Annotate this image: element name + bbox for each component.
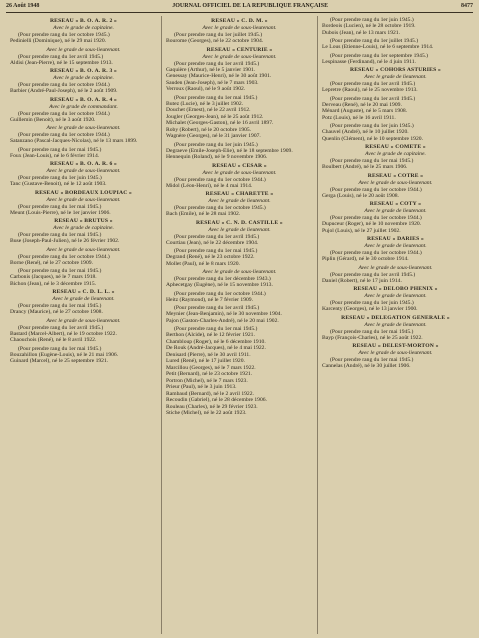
decree-block xyxy=(322,123,469,142)
rank-date-line: (Pour prendre rang du 1er octobre 1944.) xyxy=(18,132,110,138)
grade-line: Avec le grade de sous-lieutenant. xyxy=(46,168,121,174)
officer-entry: Quenlin (Clément), né le 10 septembre 1920. xyxy=(322,135,423,142)
reseau-heading: RESEAU « DELEGATION GENERALE » xyxy=(341,314,450,321)
officer-entry: Piplin (Gérard), né le 30 octobre 1914. xyxy=(322,256,409,262)
officer-entry: Boulbert (André), né le 25 mars 1906. xyxy=(322,164,408,170)
grade-line: Avec le grade de capitaine. xyxy=(53,225,114,231)
column-2 xyxy=(161,16,317,634)
reseau-heading: RESEAU « C. D. M. » xyxy=(211,18,268,24)
decree-block xyxy=(10,247,157,267)
officer-entry: Gaquière (Arthur), né le 5 janvier 1901. xyxy=(166,66,256,73)
officer-entry: Prieur (Paul), né le 3 juin 1913. xyxy=(166,384,237,390)
grade-line: Avec le grade de lieutenant. xyxy=(208,226,271,233)
officer-entry: Le Lous (Etienne-Louis), né le 6 septembre 1914. xyxy=(322,44,434,50)
officer-entry: Satanzano (Pascal-Jacques-Nicolas), né le 13 mars 1899. xyxy=(10,138,138,144)
decree-block xyxy=(166,191,313,218)
decree-block xyxy=(10,68,157,95)
officer-entry: Aldisi (Jean-Pierre), né le 15 septembre 1913. xyxy=(10,59,113,66)
decree-block xyxy=(322,17,469,36)
officer-entry: Gerga (Louis), né le 20 août 1908. xyxy=(322,192,399,199)
officer-entry: Pedinielli (Dominique), né le 29 mai 1920. xyxy=(10,38,107,44)
header-page-number: 8477 xyxy=(460,3,473,9)
officer-entry: Midol (Léon-Henri), né le 4 mai 1914. xyxy=(166,182,253,189)
officer-entry: Bordeois (Lucien), né le 28 octobre 1919. xyxy=(322,23,416,29)
officer-entry: Pujol (Louis), né le 27 juillet 1902. xyxy=(322,227,401,234)
officer-entry: Hennequin (Roland), né le 9 novembre 1906. xyxy=(166,154,268,160)
officer-entry: Barbier (André-Paul-Joseph), né le 2 août 1909. xyxy=(10,88,118,94)
officer-entry: Borne (René), né le 27 octobre 1909. xyxy=(10,259,93,266)
officer-entry: Ménard (Auguste), né le 5 mars 1908. xyxy=(322,108,408,114)
rank-date-line: (Pour prendre rang du 1er mai 1945.) xyxy=(18,232,102,238)
officer-entry: Potz (Louis), né le 16 avril 1911. xyxy=(322,114,396,121)
officer-entry: Meynier (Jean-Benjamin), né le 30 novembre 1904. xyxy=(166,311,282,317)
reseau-heading: RESEAU « B. O. A. R. 3 » xyxy=(49,68,118,74)
rank-date-line: (Pour prendre rang du 1er octobre 1944.) xyxy=(330,186,422,193)
decree-block xyxy=(322,96,469,122)
officer-entry: Bastard (Marcel-Albert), né le 19 octobre 1922. xyxy=(10,330,117,337)
grade-line: Avec le grade de sous-lieutenant. xyxy=(202,269,277,275)
officer-entry: Meunt (Louis-Pierre), né le 1er janvier 1906. xyxy=(10,209,111,216)
decree-block xyxy=(322,144,469,171)
grade-line: Avec le grade de lieutenant. xyxy=(364,321,427,328)
officer-entry: Buse (Joseph-Paul-Julien), né le 26 février 1902. xyxy=(10,238,120,244)
officer-entry: Karcenty (Georges), né le 13 janvier 1900. xyxy=(322,306,418,312)
officer-entry: Bach (Emile), né le 28 mai 1902. xyxy=(166,211,241,217)
officer-entry: Michalet (Georges-Gaston), né le 16 avril 1897. xyxy=(166,120,274,126)
rank-date-line: (Pour prendre rang du 1er avril 1945.) xyxy=(174,233,260,240)
grade-line: Avec le grade de sous-lieutenant. xyxy=(46,246,121,253)
officer-entry: Bouzahillon (Eugène-Louis), né le 21 mai 1906. xyxy=(10,351,119,358)
decree-block xyxy=(10,47,157,67)
grade-line: Avec le grade de sous-lieutenant. xyxy=(46,196,121,203)
rank-date-line: (Pour prendre rang du 1er octobre 1945.) xyxy=(18,32,110,38)
grade-line: Avec le grade de sous-lieutenant. xyxy=(358,179,433,186)
officer-entry: Pajon (Gaston-Charles-André), né le 20 mai 1902. xyxy=(166,317,279,324)
decree-block xyxy=(166,142,313,161)
reseau-heading: RESEAU « DARIES » xyxy=(366,236,425,242)
officer-entry: Berthon (Alcide), né le 12 février 1921. xyxy=(166,332,255,338)
officer-entry: Foux (Jean-Louis), né le 6 février 1914. xyxy=(10,152,100,159)
decree-block xyxy=(166,95,313,140)
officer-entry: Bourome (Georges), né le 22 octobre 1904. xyxy=(166,38,264,44)
officer-entry: Rambaud (Bernard), né le 2 avril 1922. xyxy=(166,390,254,397)
rank-date-line: (Pour prendre rang du 1er mai 1945.) xyxy=(18,268,102,274)
officer-entry: Degraeve (Emile-Joseph-Elie), né le 18 septembre 1909. xyxy=(166,147,293,154)
rank-date-line: (Pour prendre rang du 1er avril 1945.) xyxy=(330,95,416,102)
reseau-heading: RESEAU « COMETE » xyxy=(365,144,426,150)
reseau-heading: RESEAU « COTY » xyxy=(369,201,422,207)
reseau-heading: RESEAU « CHARETTE » xyxy=(205,191,274,197)
officer-entry: Degrand (René), né le 23 octobre 1922. xyxy=(166,254,255,260)
rank-date-line: (Pour prendre rang du 1er octobre 1944.) xyxy=(18,253,110,260)
rank-date-line: (Pour prendre rang du 1er mai 1945.) xyxy=(18,203,102,210)
decree-block xyxy=(322,236,469,263)
decree-block xyxy=(322,315,469,342)
rank-date-line: (Pour prendre rang du 1er juin 1945.) xyxy=(330,17,414,23)
reseau-heading: RESEAU « DELOBO PHENIX » xyxy=(353,286,438,292)
rank-date-line: (Pour prendre rang du 1er octobre 1944.) xyxy=(18,82,110,88)
grade-line: Avec le grade de lieutenant. xyxy=(364,243,427,249)
rank-date-line: (Pour prendre rang du 1er septembre 1945.) xyxy=(330,52,429,59)
officer-entry: Bichon (Jean), né le 3 décembre 1915. xyxy=(10,280,97,287)
grade-line: Avec le grade de lieutenant. xyxy=(52,296,115,302)
rank-date-line: (Pour prendre rang du 1er décembre 1943.) xyxy=(174,276,271,282)
officer-entry: Recoudin (Gabriel), né le 28 décembre 1906. xyxy=(166,397,267,403)
reseau-heading: RESEAU « B. O. A. R. 6 » xyxy=(49,161,118,167)
reseau-heading: RESEAU « COHORS ASTURIES » xyxy=(350,67,441,73)
reseau-heading: RESEAU « CENTURIE » xyxy=(206,46,273,53)
decree-block xyxy=(10,346,157,365)
decree-block xyxy=(322,67,469,94)
rank-date-line: (Pour prendre rang du 1er juillet 1945.) xyxy=(330,38,419,44)
reseau-heading: RESEAU « DELEST-MORTON » xyxy=(352,343,439,349)
officer-entry: Dubois (Jean), né le 13 mars 1921. xyxy=(322,29,400,36)
rank-date-line: (Pour prendre rang du 1er octobre 1944.) xyxy=(330,215,422,221)
decree-block xyxy=(166,269,313,289)
reseau-heading: RESEAU « COTRE » xyxy=(367,172,424,179)
officer-entry: Guinard (Marcel), né le 25 septembre 1921. xyxy=(10,358,109,364)
grade-line: Avec le grade de sous-lieutenant. xyxy=(202,169,277,176)
decree-block xyxy=(10,268,157,287)
grade-line: Avec le grade de sous-lieutenant. xyxy=(202,25,277,31)
rank-date-line: (Pour prendre rang du 1er mai 1945.) xyxy=(174,326,258,332)
rank-date-line: (Pour prendre rang du 1er mai 1945.) xyxy=(18,345,102,352)
decree-block xyxy=(10,18,157,45)
rank-date-line: (Pour prendre rang du 1er avril 1945.) xyxy=(174,60,260,67)
officer-entry: Derveau (René), né le 20 mai 1909. xyxy=(322,101,402,108)
decree-block xyxy=(10,147,157,160)
officer-entry: Lured (René), né le 17 juillet 1920. xyxy=(166,358,245,364)
grade-line: Avec le grade de sous-lieutenant. xyxy=(46,317,121,324)
officer-entry: De Rouk (André-Jacques), né le 4 mai 1922. xyxy=(166,345,266,351)
grade-line: Avec le grade de sous-lieutenant. xyxy=(358,264,433,271)
decree-block xyxy=(322,38,469,51)
decree-block xyxy=(10,125,157,145)
reseau-heading: RESEAU « C. N. D. CASTILLE » xyxy=(196,219,283,226)
rank-date-line: (Pour prendre rang du 1er mai 1945.) xyxy=(18,146,102,153)
officer-entry: Dupuceur (Roger), né le 10 novembre 1920. xyxy=(322,221,422,227)
column-3 xyxy=(317,16,473,634)
officer-entry: Bayp (François-Charles), né le 25 août 1922. xyxy=(322,334,423,341)
decree-block xyxy=(322,265,469,285)
decree-block xyxy=(322,343,469,370)
grade-line: Avec le grade de lieutenant. xyxy=(208,198,271,204)
grade-line: Avec le grade de sous-lieutenant. xyxy=(46,125,121,131)
rank-date-line: (Pour prendre rang du 1er mai 1945.) xyxy=(174,248,258,254)
decree-block xyxy=(322,173,469,200)
rank-date-line: (Pour prendre rang du 1er octobre 1945.) xyxy=(174,205,266,211)
officer-entry: Denisard (Pierre), né le 30 avril 1911. xyxy=(166,351,251,358)
officer-entry: Jougler (Georges-Jean), né le 25 août 1912. xyxy=(166,113,264,120)
officer-entry: Wagnère (Georges), né le 31 janvier 1907. xyxy=(166,133,261,139)
officer-entry: Drancy (Maurice), né le 27 octobre 1908. xyxy=(10,309,103,315)
grade-line: Avec le grade de lieutenant. xyxy=(364,293,427,299)
decree-block xyxy=(166,220,313,247)
rank-date-line: (Pour prendre rang du 1er avril 1945.) xyxy=(330,271,416,278)
officer-entry: Courtiau (Jean), né le 22 décembre 1904. xyxy=(166,239,259,246)
rank-date-line: (Pour prendre rang du 1er juin 1945.) xyxy=(330,123,414,129)
decree-block xyxy=(166,248,313,267)
decree-block xyxy=(322,53,469,66)
decree-block xyxy=(166,291,313,304)
decree-block xyxy=(166,18,313,45)
officer-entry: Portron (Michel), né le 7 mars 1923. xyxy=(166,377,248,384)
rank-date-line: (Pour prendre rang du 1er mai 1945.) xyxy=(330,158,414,164)
decree-block xyxy=(322,201,469,234)
officer-entry: Stiche (Michel), né le 22 août 1923. xyxy=(166,410,247,416)
rank-date-line: (Pour prendre rang du 1er juin 1945.) xyxy=(174,141,258,148)
officer-entry: Carbonis (Jacques), né le 7 mars 1918. xyxy=(10,274,97,280)
officer-entry: Douchet (Ernest), né le 22 avril 1912. xyxy=(166,107,251,113)
decree-block xyxy=(10,97,157,124)
officer-entry: Verroux (Raoul), né le 9 août 1902. xyxy=(166,86,246,92)
decree-block xyxy=(166,163,313,190)
officer-entry: Chambloup (Roger), né le 6 décembre 1910. xyxy=(166,338,266,345)
officer-entry: Genessay (Maurice-Henri), né le 30 août 1901. xyxy=(166,73,272,79)
rank-date-line: (Pour prendre rang du 1er octobre 1944.) xyxy=(174,176,266,183)
officer-entry: Lespinasse (Ferdinand), né le 4 juin 1911. xyxy=(322,58,416,65)
decree-block xyxy=(166,305,313,324)
grade-line: Avec le grade de lieutenant. xyxy=(364,74,427,80)
officer-entry: Roby (Robert), né le 20 octobre 1905. xyxy=(166,126,252,133)
officer-entry: Butez (Lucie), né le 3 juillet 1902. xyxy=(166,100,244,107)
decree-block xyxy=(10,318,157,344)
columns xyxy=(6,16,473,634)
reseau-heading: RESEAU « CESAR » xyxy=(212,162,267,169)
grade-line: Avec le grade de lieutenant. xyxy=(364,208,427,214)
grade-line: Avec le grade de commandant. xyxy=(49,103,118,110)
reseau-heading: RESEAU « B. O. A. R. 2 » xyxy=(49,18,118,24)
decree-block xyxy=(10,190,157,217)
grade-line: Avec le grade de capitaine. xyxy=(53,25,114,31)
decree-block xyxy=(10,218,157,245)
officer-entry: Aphecetgay (Eugène), né le 15 novembre 1913. xyxy=(166,282,273,288)
officer-entry: Chaouchois (René), né le 8 avril 1922. xyxy=(10,337,97,343)
grade-line: Avec le grade de sous-lieutenant. xyxy=(202,53,277,60)
decree-block xyxy=(166,47,313,93)
grade-line: Avec le grade de sous-lieutenant. xyxy=(358,350,433,356)
rank-date-line: (Pour prendre rang du 1er mai 1945.) xyxy=(330,357,414,363)
decree-block xyxy=(166,326,313,417)
rank-date-line: (Pour prendre rang du 1er octobre 1944.) xyxy=(18,110,110,117)
header-date: 26 Août 1948 xyxy=(6,3,40,9)
rank-date-line: (Pour prendre rang du 1er juin 1945.) xyxy=(330,300,414,306)
rank-date-line: (Pour prendre rang du 1er avril 1945.) xyxy=(18,53,104,60)
reseau-heading: RESEAU « B. O. A. R. 4 » xyxy=(49,96,118,103)
rank-date-line: (Pour prendre rang du 1er juin 1945.) xyxy=(18,175,102,181)
rank-date-line: (Pour prendre rang du 1er avril 1945.) xyxy=(18,324,104,331)
decree-block xyxy=(10,289,157,316)
reseau-heading: RESEAU « C. D. L. L. » xyxy=(52,289,115,295)
header-title: JOURNAL OFFICIEL DE LA REPUBLIQUE FRANÇAISE xyxy=(172,3,329,9)
officer-entry: Sauden (Jean-Joseph), né le 7 mars 1903. xyxy=(166,79,259,86)
rank-date-line: (Pour prendre rang du 1er avril 1945.) xyxy=(330,81,416,87)
officer-entry: Cannelas (André), né le 30 juillet 1906. xyxy=(322,363,411,369)
reseau-heading: RESEAU « BORDEAUX LOUPIAC » xyxy=(34,189,133,196)
officer-entry: Heitz (Raymond), né le 7 février 1909. xyxy=(166,296,253,303)
reseau-heading: RESEAU « BRUTUS » xyxy=(54,218,113,224)
rank-date-line: (Pour prendre rang du 1er avril 1945.) xyxy=(174,305,260,311)
header-rule xyxy=(6,12,473,13)
officer-entry: Guillemin (Benoit), né le 3 août 1920. xyxy=(10,116,96,123)
officer-entry: Chauvel (André), né le 10 juillet 1920. xyxy=(322,129,409,135)
column-1 xyxy=(6,16,161,634)
rank-date-line: (Pour prendre rang du 1er juillet 1945.) xyxy=(174,32,263,38)
rank-date-line: (Pour prendre rang du 1er octobre 1944.) xyxy=(174,290,266,297)
officer-entry: Daniel (Robert), né le 17 juin 1914. xyxy=(322,277,402,284)
officer-entry: Tanc (Gustave-Benoit), né le 12 août 1903. xyxy=(10,181,107,187)
grade-line: Avec le grade de capitaine. xyxy=(365,151,426,157)
decree-block xyxy=(322,286,469,313)
officer-entry: Marcillou (Georges), né le 7 mars 1922. xyxy=(166,364,256,371)
grade-line: Avec le grade de capitaine. xyxy=(53,75,114,81)
officer-entry: Mollet (Paul), né le 8 mars 1920. xyxy=(166,260,240,267)
rank-date-line: (Pour prendre rang du 1er octobre 1944.) xyxy=(330,250,422,256)
officer-entry: Petit (Bernard), né le 23 octobre 1921. xyxy=(166,371,253,377)
officer-entry: Rouleau (Charles), né le 29 février 1923. xyxy=(166,403,258,410)
officer-entry: Lepretre (Raoul), né le 25 novembre 1913. xyxy=(322,87,418,93)
decree-block xyxy=(10,161,157,188)
rank-date-line: (Pour prendre rang du 1er mai 1945.) xyxy=(330,328,414,335)
grade-line: Avec le grade de sous-lieutenant. xyxy=(46,46,121,53)
rank-date-line: (Pour prendre rang du 1er mai 1945.) xyxy=(18,303,102,309)
rank-date-line: (Pour prendre rang du 1er mai 1945.) xyxy=(174,94,258,101)
